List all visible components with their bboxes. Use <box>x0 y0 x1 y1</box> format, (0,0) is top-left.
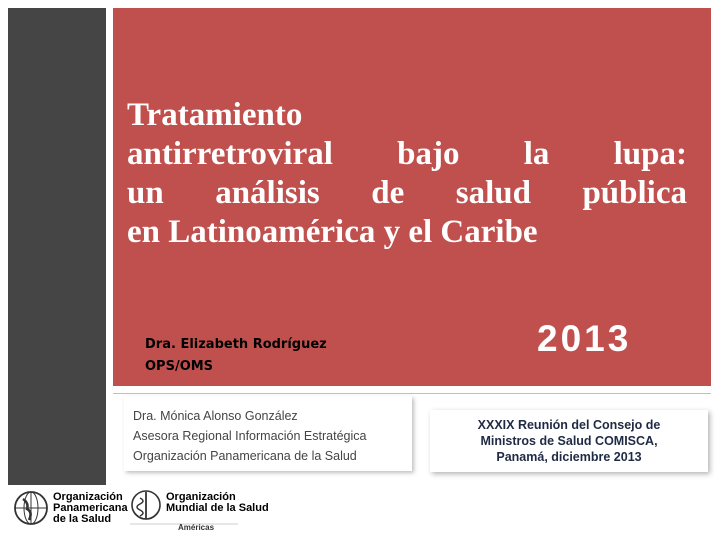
divider-line <box>113 393 711 394</box>
event-box <box>430 410 708 472</box>
title-line-1: Tratamiento <box>127 97 303 133</box>
coauthor-role: Asesora Regional Información Estratégica <box>133 429 367 443</box>
organization-logos <box>12 488 269 534</box>
title-line-3: un análisis de salud pública <box>127 174 687 211</box>
slide-title <box>127 96 687 252</box>
author-name: Dra. Elizabeth Rodríguez <box>145 337 327 352</box>
coauthor-name: Dra. Mónica Alonso González <box>133 409 298 423</box>
coauthor-organization: Organización Panamericana de la Salud <box>133 449 357 463</box>
paho-name-line-3: de la Salud <box>53 513 112 525</box>
paho-emblem-icon <box>15 492 47 524</box>
paho-name-line-2: Panamericana <box>53 502 128 514</box>
event-line-1: XXXIX Reunión del Consejo de <box>477 418 661 432</box>
title-line-2: antirretroviral bajo la lupa: <box>127 135 687 172</box>
left-sidebar-bar <box>8 8 106 485</box>
who-name-line-1: Organización <box>166 491 236 503</box>
author-block <box>145 334 327 378</box>
who-emblem-icon <box>132 491 160 519</box>
event-line-2: Ministros de Salud COMISCA, <box>480 434 658 448</box>
author-organization: OPS/OMS <box>145 359 214 374</box>
coauthor-box <box>124 396 412 471</box>
event-line-3: Panamá, diciembre 2013 <box>496 450 642 464</box>
year-label: 2013 <box>537 318 632 359</box>
who-region-tagline: Américas <box>178 523 215 532</box>
title-line-4: en Latinoamérica y el Caribe <box>127 213 538 250</box>
who-name-line-2: Mundial de la Salud <box>166 502 269 514</box>
paho-name-line-1: Organización <box>53 491 123 503</box>
